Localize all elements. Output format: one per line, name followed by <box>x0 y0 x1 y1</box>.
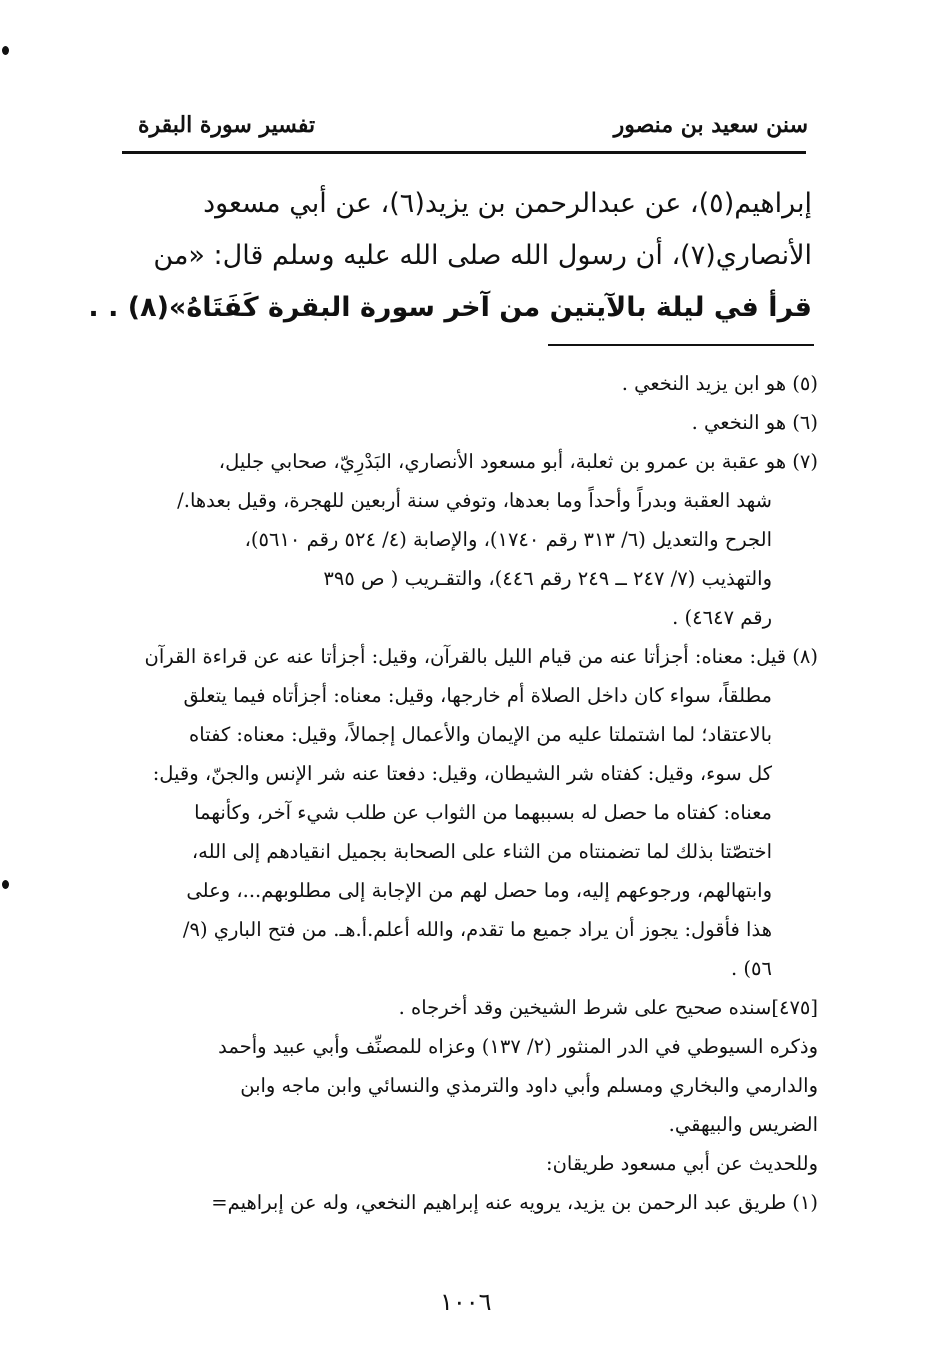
footnote-line: (٨) قيل: معناه: أجزأتا عنه من قيام الليل بالقرآن، وقيل: أجزأتا عنه عن قراءة القرآن <box>144 645 818 668</box>
footnote-line: (١) طريق عبد الرحمن بن يزيد، يرويه عنه إبراهيم النخعي، وله عن إبراهيم= <box>211 1191 818 1214</box>
footnote-line: الجرح والتعديل (٦/ ٣١٣ رقم ١٧٤٠)، والإصابة (٤/ ٥٢٤ رقم ٥٦١٠)، <box>244 528 772 551</box>
header-rule <box>122 151 806 154</box>
footnote-line: (٥) هو ابن يزيد النخعي . <box>621 372 818 395</box>
page-number: ١٠٠٦ <box>440 1288 492 1316</box>
hadith-text <box>88 178 812 334</box>
footnote-line: الضريس والبيهقي. <box>668 1113 818 1136</box>
footnote-line: وابتهالهم، ورجوعهم إليه، وما حصل لهم من الإجابة إلى مطلوبهم...، وعلى <box>186 879 772 902</box>
hadith-line: الأنصاري(٧)، أن رسول الله صلى الله عليه وسلم قال: «من <box>153 240 812 271</box>
footnote-line: وذكره السيوطي في الدر المنثور (٢/ ١٣٧) وعزاه للمصنِّف وأبي عبيد وأحمد <box>218 1035 818 1058</box>
footnote-line: اختصّتا بذلك لما تضمنتاه من الثناء على الصحابة بجميل انقيادهم إلى الله، <box>191 840 772 863</box>
footnote-line: والدارمي والبخاري ومسلم وأبي داود والترمذي والنسائي وابن ماجه وابن <box>240 1074 818 1097</box>
footnote-line: بالاعتقاد؛ لما اشتملتا عليه من الإيمان والأعمال إجمالاً، وقيل: معناه: كفتاه <box>189 723 772 746</box>
scan-mark-top <box>2 46 9 55</box>
footnote-line: رقم ٤٦٤٧) . <box>672 606 772 629</box>
footnotes <box>118 364 818 1222</box>
hadith-line: قرأ في ليلة بالآيتين من آخر سورة البقرة كَفَتَاهُ»(٨) . . <box>88 292 812 323</box>
footnote-line: هذا فأقول: يجوز أن يراد جميع ما تقدم، والله أعلم.أ.هـ. من فتح الباري (٩/ <box>182 918 772 941</box>
footnote-line: والتهذيب (٧/ ٢٤٧ ــ ٢٤٩ رقم ٤٤٦)، والتقـريب ( ص ٣٩٥ <box>323 567 772 590</box>
footnote-line: (٧) هو عقبة بن عمرو بن ثعلبة، أبو مسعود الأنصاري، البَدْرِيّ، صحابي جليل، <box>218 450 818 473</box>
footnote-line: كل سوء، وقيل: كفتاه شر الشيطان، وقيل: دفعتا عنه شر الإنس والجنّ، وقيل: <box>152 762 772 785</box>
footnote-line: ٥٦) . <box>731 957 772 980</box>
footnote-line: شهد العقبة وبدراً وأحداً وما بعدها، وتوفي سنة أربعين للهجرة، وقيل بعدها./ <box>177 489 772 512</box>
footnote-line: مطلقاً، سواء كان داخل الصلاة أم خارجها، وقيل: معناه: أجزأتاه فيما يتعلق <box>183 684 772 707</box>
scan-mark-middle <box>2 880 9 889</box>
running-header-book-title: سنن سعيد بن منصور <box>613 112 808 138</box>
footnote-line: وللحديث عن أبي مسعود طريقان: <box>546 1152 818 1175</box>
footnote-separator <box>548 344 814 346</box>
running-header-section-title: تفسير سورة البقرة <box>138 112 316 138</box>
hadith-line: إبراهيم(٥)، عن عبدالرحمن بن يزيد(٦)، عن أبي مسعود <box>203 188 812 219</box>
footnote-line: (٦) هو النخعي . <box>691 411 818 434</box>
footnote-line: معناه: كفتاه ما حصل له بسببهما من الثواب عن طلب شيء آخر، وكأنهما <box>194 801 772 824</box>
footnote-line: [٤٧٥]سنده صحيح على شرط الشيخين وقد أخرجاه . <box>398 996 818 1019</box>
